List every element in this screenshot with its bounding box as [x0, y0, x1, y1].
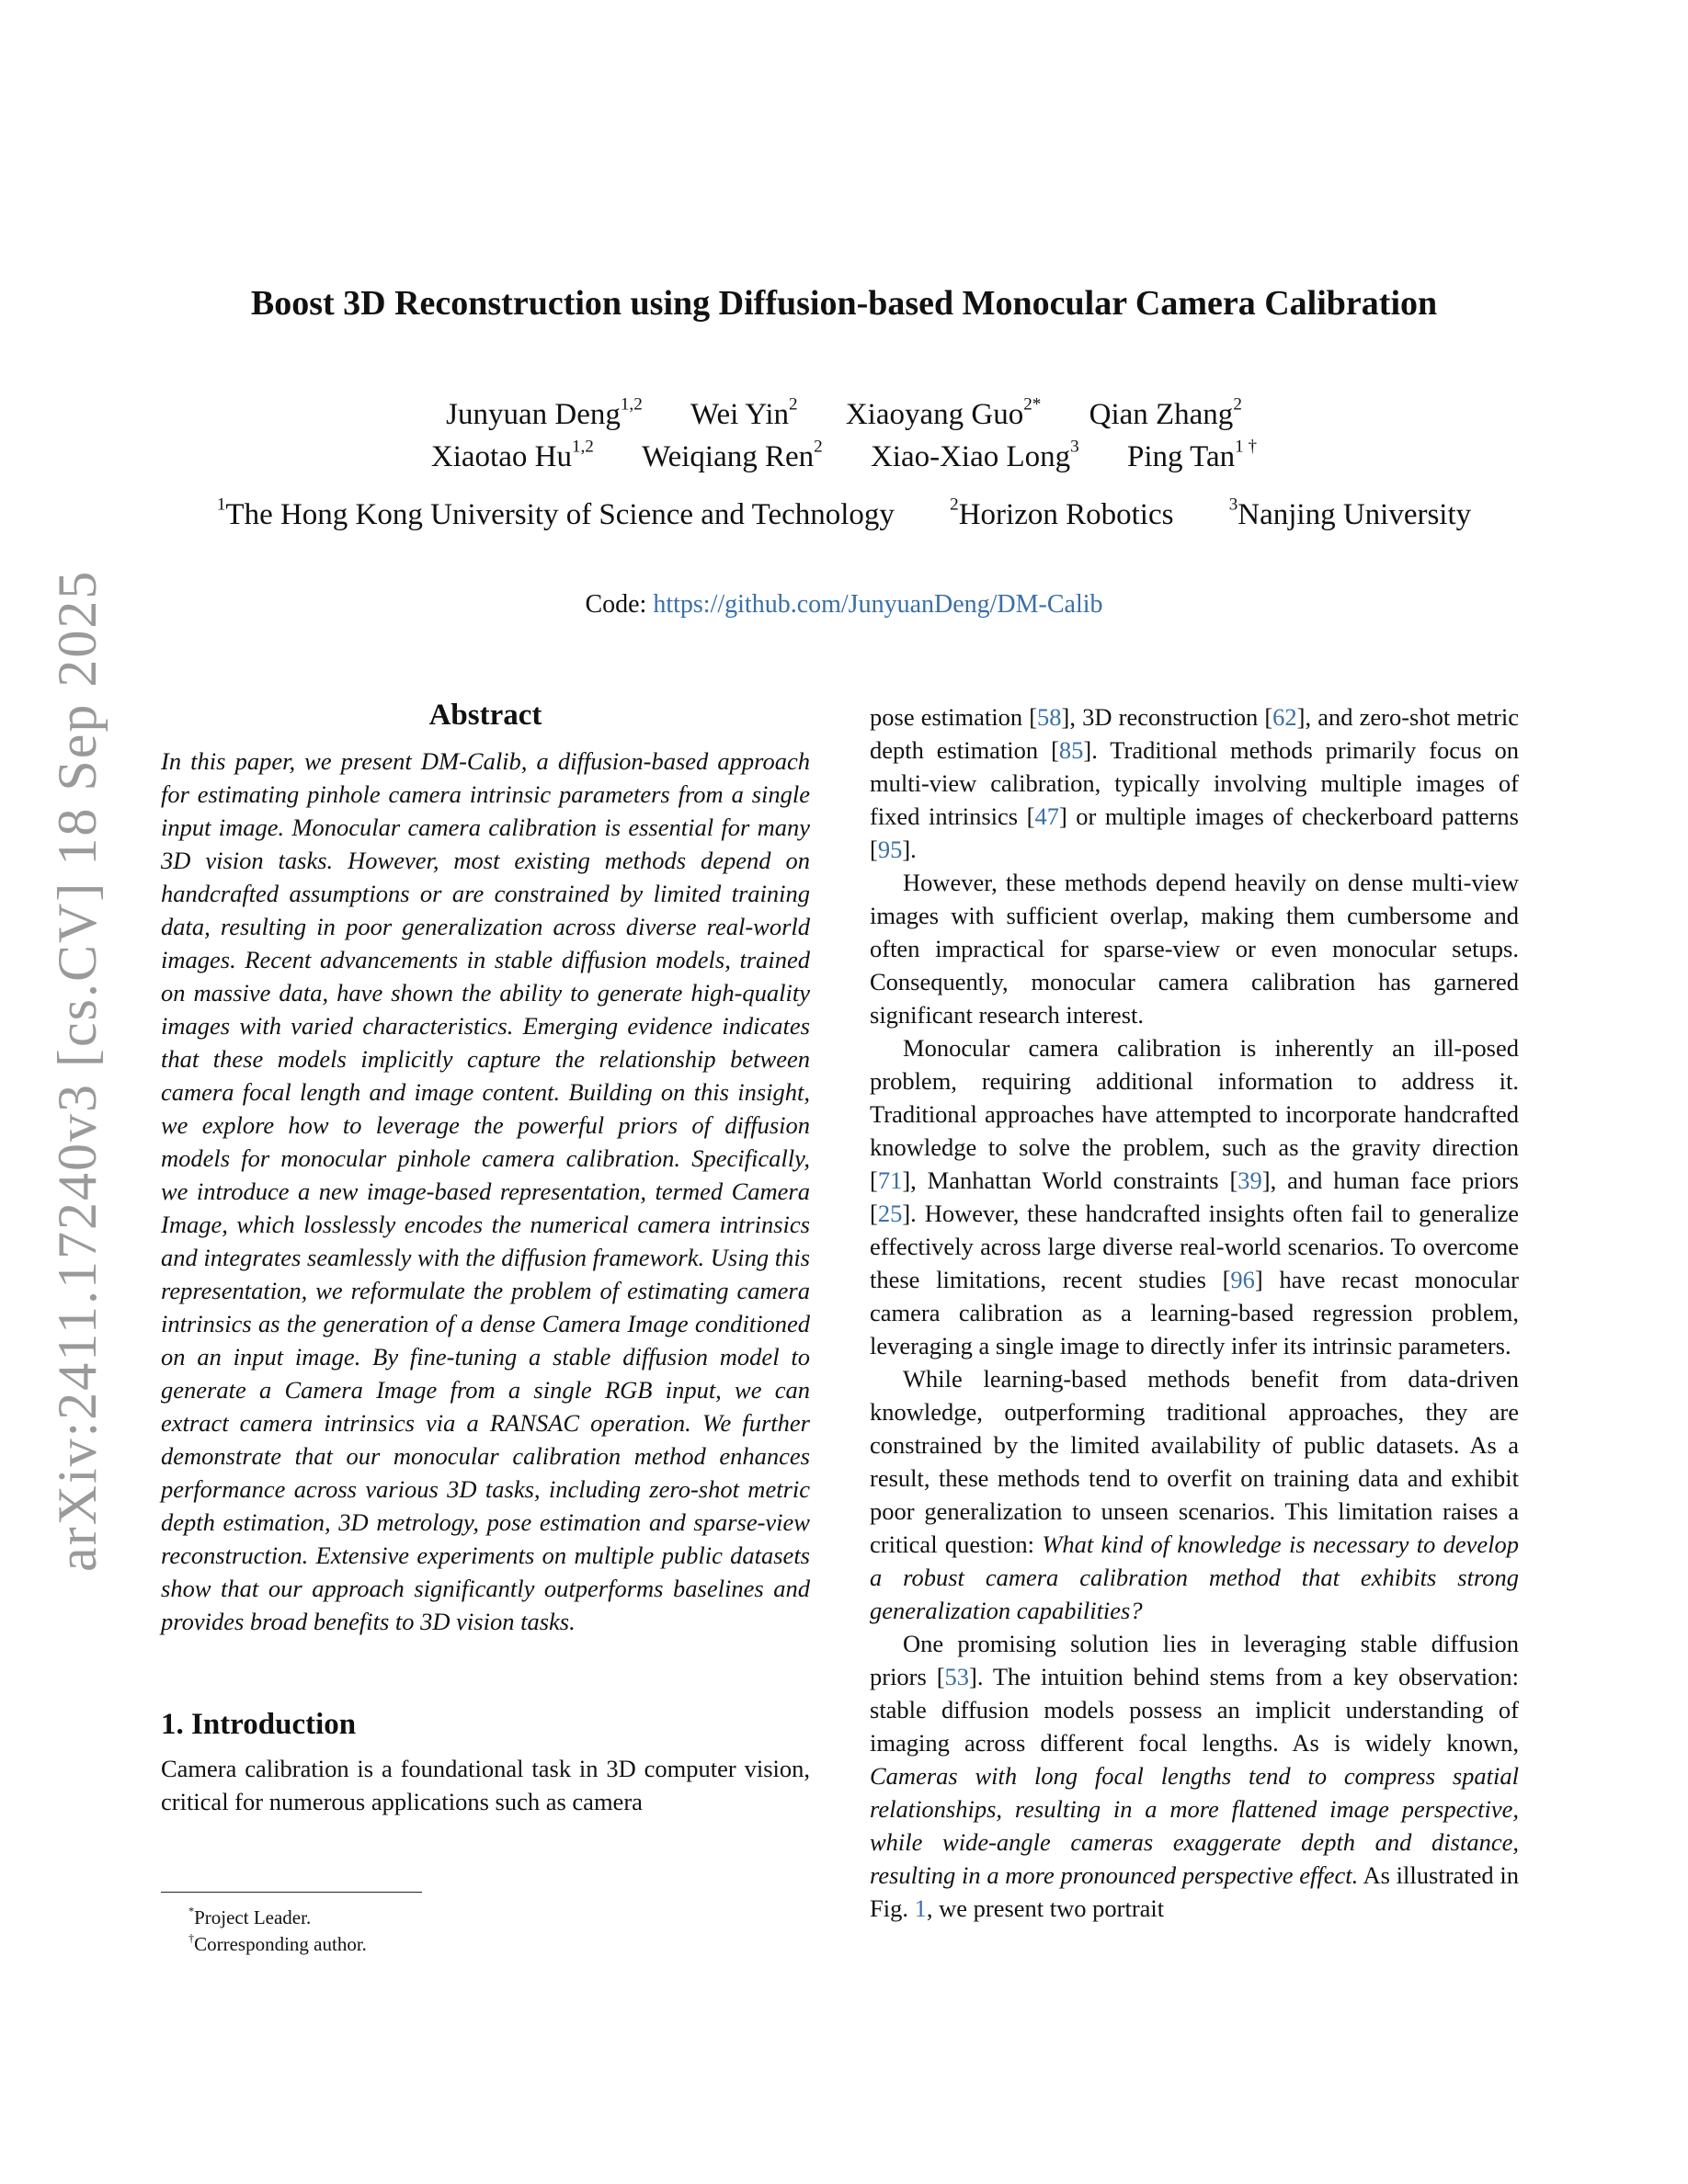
code-link-line — [0, 590, 1688, 620]
citation-link[interactable]: 25 — [877, 1200, 903, 1227]
author: Wei Yin$^2$ — [690, 394, 798, 431]
figure-reference-link[interactable]: 1 — [914, 1894, 927, 1922]
citation-link[interactable]: 53 — [944, 1663, 970, 1690]
code-label: Code: — [585, 590, 647, 619]
author-line-2 — [0, 436, 1688, 478]
right-paragraph-3: Monocular camera calibration is inherently an ill-posed problem, requiring additional information to address it. Traditional approaches have attempted to incorporate handcrafted knowledge to solve the problem, such as the gravity direction [71], Manhattan World constraints [39], and human face priors [25]. However, these handcrafted insights often fail to generalize effectively across large diverse real-world scenarios. To overcome these limitations, recent studies [96] have recast monocular camera calibration as a learning-based regression problem, leveraging a single image to directly infer its intrinsic parameters. — [870, 1034, 1519, 1359]
author: Xiaoyang Guo$^{2*}$ — [845, 394, 1042, 431]
abstract-heading: Abstract — [428, 699, 542, 732]
author: Weiqiang Ren$^2$ — [642, 437, 823, 473]
citation-link[interactable]: 62 — [1272, 703, 1297, 731]
right-paragraph-4: While learning-based methods benefit from data-driven knowledge, outperforming traditional approaches, they are constrained by the limited availability of public datasets. As a result, these methods tend to overfit on training data and exhibit poor generalization to unseen scenarios. This limitation raises a critical question: What kind of knowledge is necessary to develop a robust camera calibration method that exhibits strong generalization capabilities? — [870, 1365, 1520, 1624]
affiliation: $^3$Nanjing University — [1228, 495, 1472, 531]
introduction-heading: 1. Introduction — [161, 1708, 357, 1741]
arxiv-identifier: arXiv:2411.17240v3 [cs.CV] 18 Sep 2025 — [47, 569, 108, 1572]
footnote-rule — [161, 1892, 422, 1893]
affiliation: $^2$Horizon Robotics — [950, 495, 1174, 531]
citation-link[interactable]: 39 — [1237, 1166, 1262, 1194]
citation-link[interactable]: 47 — [1034, 802, 1059, 830]
right-column — [870, 700, 1519, 1925]
citation-link[interactable]: 58 — [1037, 703, 1062, 731]
affiliation-list — [0, 495, 1688, 532]
emphasis-statement: Cameras with long focal lengths tend to compress spatial relationships, resulting in a more flattened image perspective, while wide-angle cameras exaggerate depth and distance, resulting in a more pronounced perspective effect. — [870, 1762, 1519, 1889]
author-line-1 — [0, 393, 1688, 436]
author: Qian Zhang$^2$ — [1089, 394, 1242, 431]
citation-link[interactable]: 71 — [877, 1166, 903, 1194]
abstract-text: In this paper, we present DM-Calib, a diffusion-based approach for estimating pinhole camera intrinsic parameters from a single input image. Monocular camera calibration is essential for many 3D vision tasks. However, most existing methods depend on handcrafted assumptions or are constrained by limited training data, resulting in poor generalization across diverse real-world images. Recent advancements in stable diffusion models, trained on massive data, have shown the ability to generate high-quality images with varied characteristics. Emerging evidence indicates that these models implicitly capture the relationship between camera focal length and image content. Building on this insight, we explore how to leverage the powerful priors of diffusion models for monocular pinhole camera calibration. Specifically, we introduce a new image-based representation, termed Camera Image, which losslessly encodes the numerical camera intrinsics and integrates seamlessly with the diffusion framework. Using this representation, we reformulate the problem of estimating camera intrinsics as the generation of a dense Camera Image conditioned on an input image. By fine-tuning a stable diffusion model to generate a Camera Image from a single RGB input, we can extract camera intrinsics via a RANSAC operation. We further demonstrate that our monocular calibration method enhances performance across various 3D tasks, including zero-shot metric depth estimation, 3D metrology, pose estimation and sparse-view reconstruction. Extensive experiments on multiple public datasets show that our approach significantly outperforms baselines and provides broad benefits to 3D vision tasks. — [161, 747, 810, 1635]
footnotes — [188, 1905, 367, 1958]
citation-link[interactable]: 96 — [1230, 1266, 1255, 1293]
right-paragraph-2: However, these methods depend heavily on dense multi-view images with sufficient overlap, making them cumbersome and often impractical for sparse-view or even monocular setups. Consequently, monocular camera calibration has garnered significant research interest. — [870, 869, 1519, 1029]
author: Xiaotao Hu$^{1,2}$ — [430, 437, 594, 473]
paper-title: Boost 3D Reconstruction using Diffusion-based Monocular Camera Calibration — [250, 284, 1438, 323]
right-paragraph-5: One promising solution lies in leveraging stable diffusion priors [53]. The intuition behind stems from a key observation: stable diffusion models possess an implicit understanding of imaging across different focal lengths. As is widely known, Cameras with long focal lengths tend to compress spatial relationships, resulting in a more flattened image perspective, while wide-angle cameras exaggerate depth and distance, resulting in a more pronounced perspective effect. As illustrated in Fig. 1, we present two portrait — [870, 1630, 1519, 1922]
footnote: †Corresponding author. — [188, 1931, 367, 1955]
citation-link[interactable]: 95 — [877, 836, 903, 863]
affiliation: $^1$The Hong Kong University of Science and Technology — [216, 495, 895, 531]
citation-link[interactable]: 85 — [1058, 736, 1084, 764]
footnote: *Project Leader. — [188, 1905, 312, 1928]
left-column — [161, 697, 810, 1818]
code-url-link[interactable]: https://github.com/JunyuanDeng/DM-Calib — [653, 590, 1103, 619]
emphasis-question: What kind of knowledge is necessary to develop a robust camera calibration method that exhibits strong generalization capabilities? — [870, 1530, 1520, 1624]
author: Ping Tan$^{1 \dagger}$ — [1126, 437, 1258, 473]
intro-paragraph: Camera calibration is a foundational task in 3D computer vision, critical for numerous applications such as camera — [161, 1755, 810, 1815]
author-list — [0, 393, 1688, 478]
author: Junyuan Deng$^{1,2}$ — [446, 394, 643, 431]
right-paragraph-1: pose estimation [58], 3D reconstruction [62], and zero-shot metric depth estimation [85]. Traditional methods primarily focus on multi-view calibration, typically involving multiple images of fixed intrinsics [47] or multiple images of checkerboard patterns [95]. — [870, 703, 1520, 863]
author: Xiao-Xiao Long$^3$ — [870, 437, 1079, 473]
